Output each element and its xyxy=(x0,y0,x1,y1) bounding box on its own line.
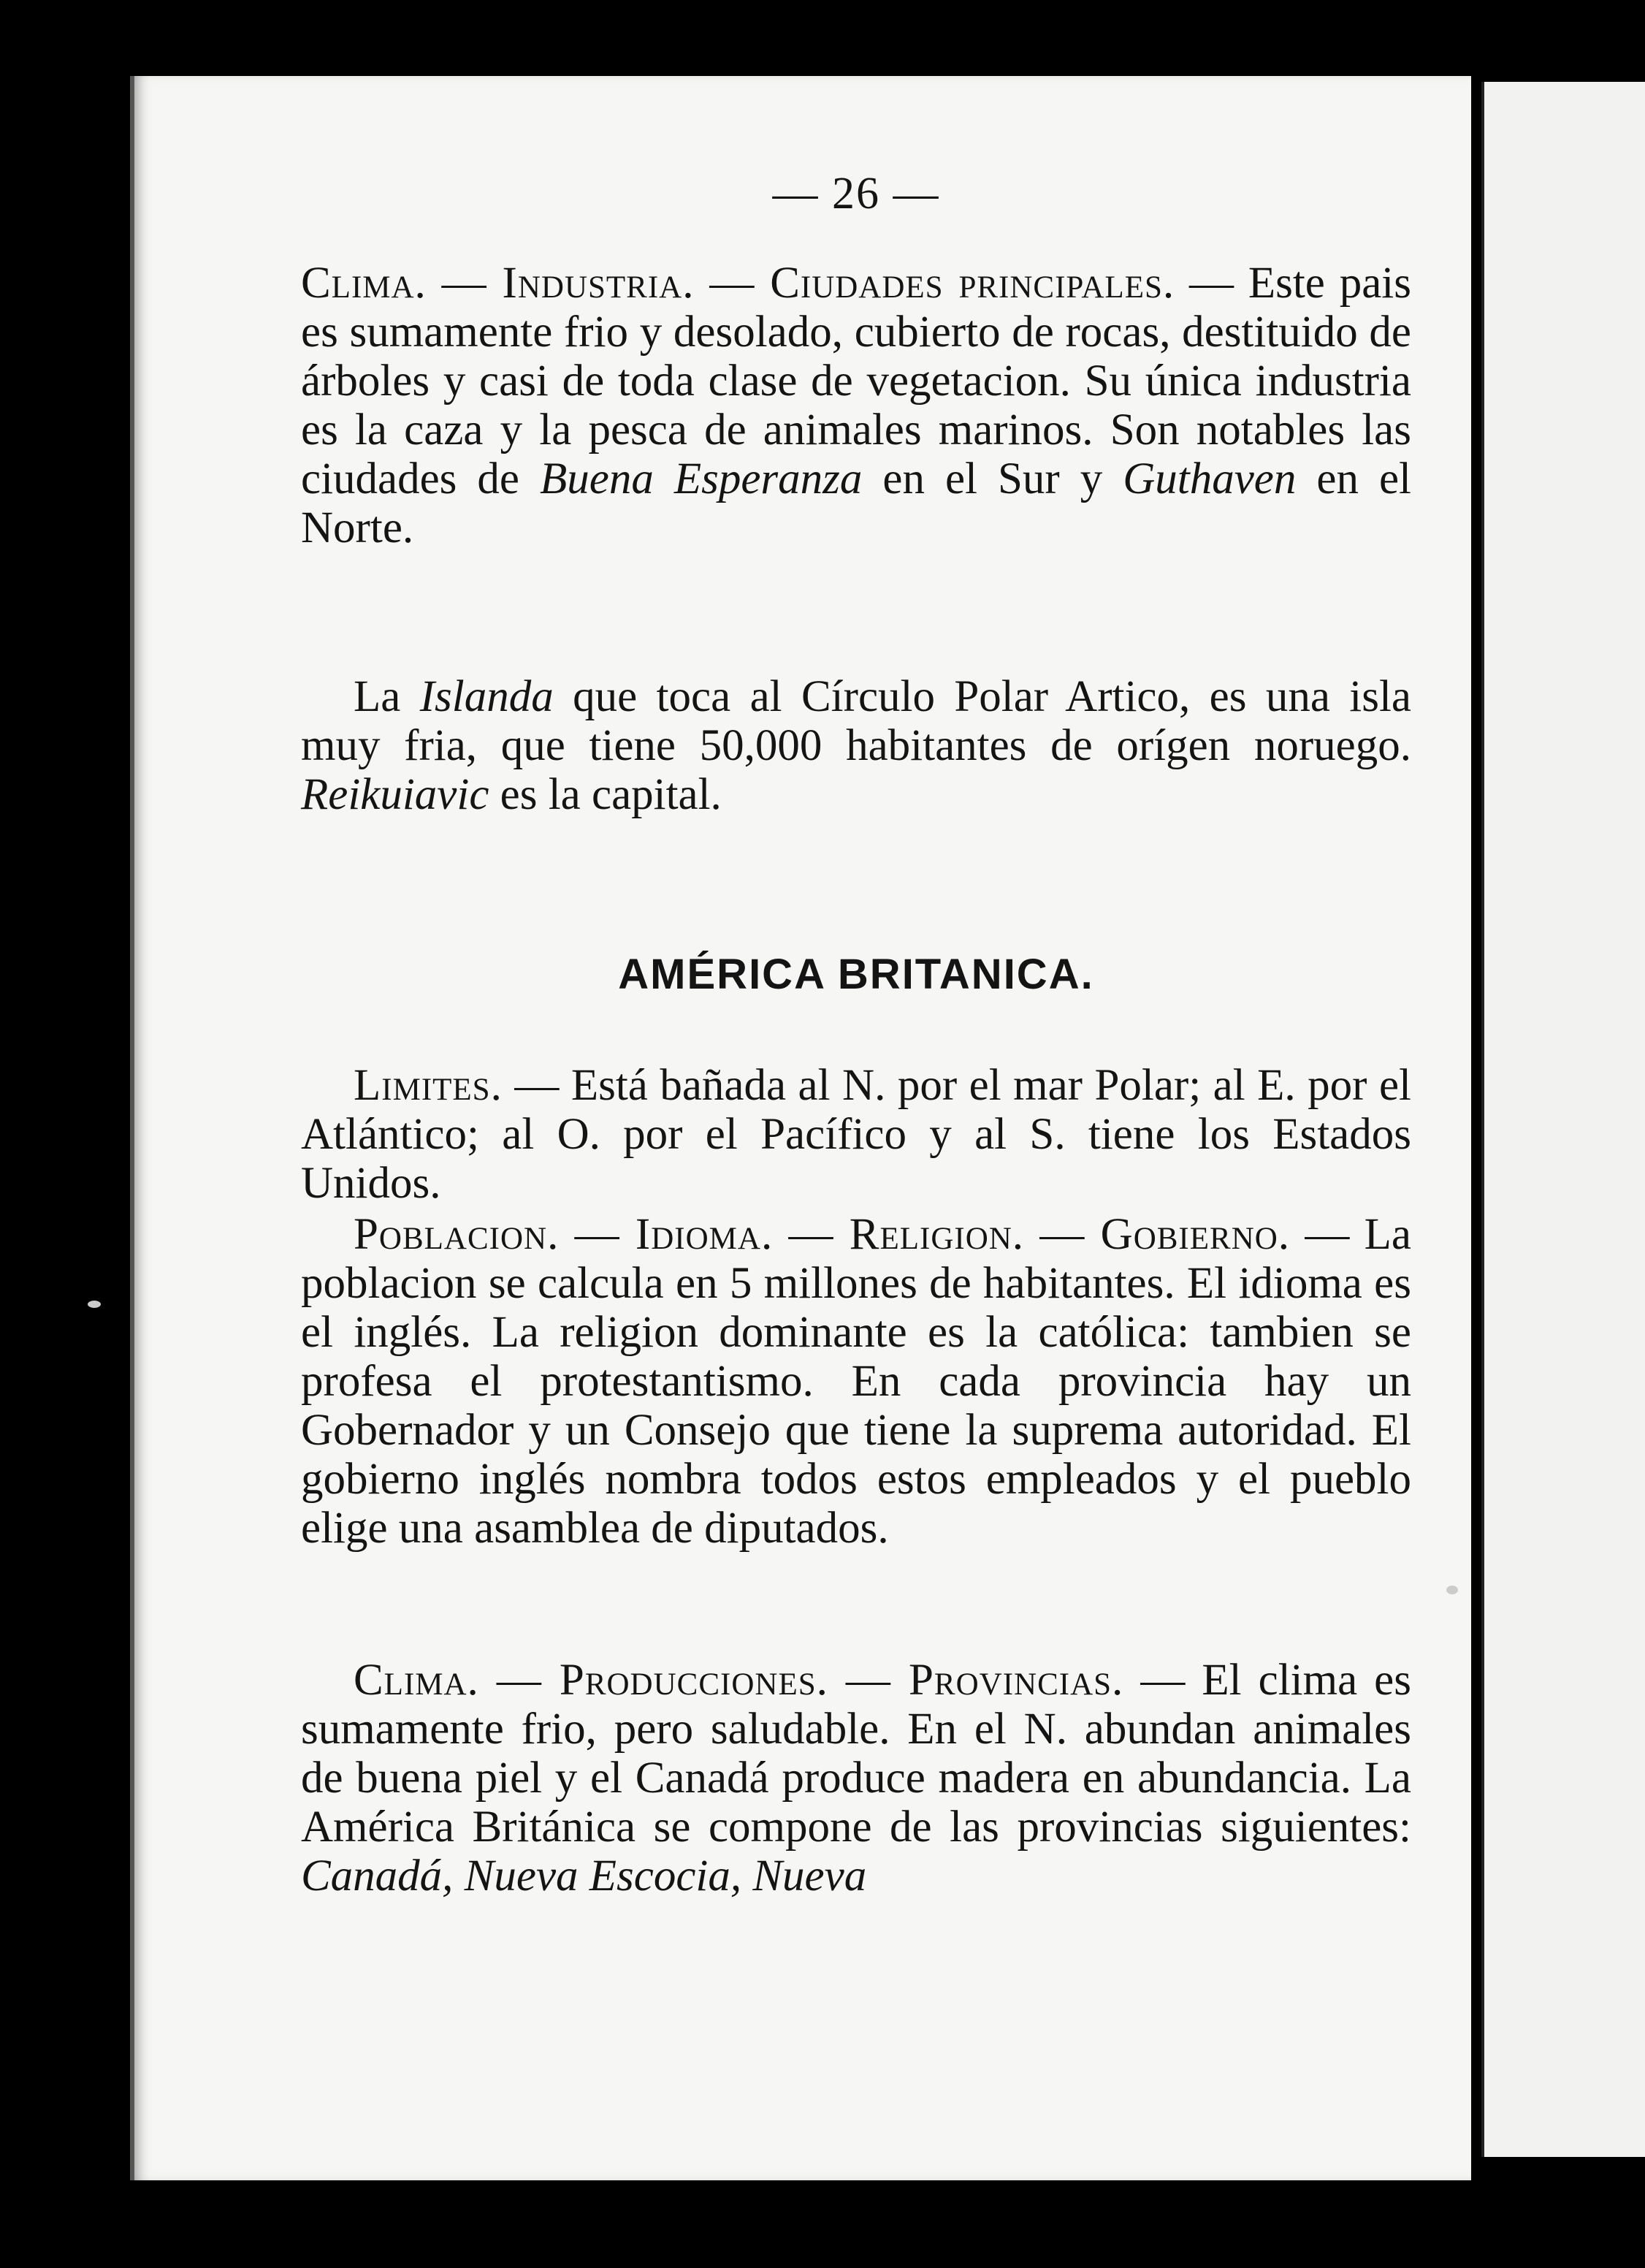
page-number: — 26 — xyxy=(772,169,940,218)
facing-page-edge xyxy=(1481,82,1645,2157)
place-names: Canadá, Nueva Escocia, Nueva xyxy=(301,1852,867,1900)
book-page xyxy=(130,76,1471,2180)
scan-speck xyxy=(1446,1586,1458,1594)
paragraph-limites: Limites. — Está bañada al N. por el mar Polar; al E. por el Atlántico; al O. por el Pacífico y al S. tiene los Estados Unidos. xyxy=(301,1061,1411,1208)
scan-speck xyxy=(88,1301,101,1308)
section-label: Poblacion. — Idioma. — Religion. — Gobierno. xyxy=(354,1210,1291,1259)
paragraph-islanda: La Islanda que toca al Círculo Polar Artico, es una isla muy fria, que tiene 50,000 habitantes de orígen noruego. Reikuiavic es la capital. xyxy=(301,672,1411,819)
paragraph-poblacion: Poblacion. — Idioma. — Religion. — Gobierno. — La poblacion se calcula en 5 millones de habitantes. El idioma es el inglés. La religion dominante es la católica: tambien se profesa el protestantismo. En cada provincia hay un Gobernador y un Consejo que tiene la suprema autoridad. El gobierno inglés nombra todos estos empleados y el pueblo elige una asamblea de diputados. xyxy=(301,1210,1411,1553)
section-heading: AMÉRICA BRITANICA. xyxy=(618,951,1094,998)
paragraph-clima-producciones: Clima. — Producciones. — Provincias. — El clima es sumamente frio, pero saludable. En el N. abundan animales de buena piel y el Canadá produce madera en abundancia. La América Británica se compone de las provincias siguientes: Canadá, Nueva Escocia, Nueva xyxy=(301,1656,1411,1900)
place-name: Islanda xyxy=(419,672,554,721)
paragraph-clima-industria: Clima. — Industria. — Ciudades principales. — Este pais es sumamente frio y desolado, cubierto de rocas, destituido de árboles y casi de toda clase de vegetacion. Su única industria es la caza y la pesca de animales marinos. Son notables las ciudades de Buena Esperanza en el Sur y Guthaven en el Norte. xyxy=(301,259,1411,552)
place-name: Buena Esperanza xyxy=(540,454,863,503)
section-label: Clima. — Industria. — Ciudades principales. xyxy=(301,259,1175,308)
section-label: Limites. xyxy=(354,1061,503,1110)
place-name: Reikuiavic xyxy=(301,770,489,819)
place-name: Guthaven xyxy=(1123,454,1297,503)
section-label: Clima. — Producciones. — Provincias. xyxy=(354,1656,1124,1705)
